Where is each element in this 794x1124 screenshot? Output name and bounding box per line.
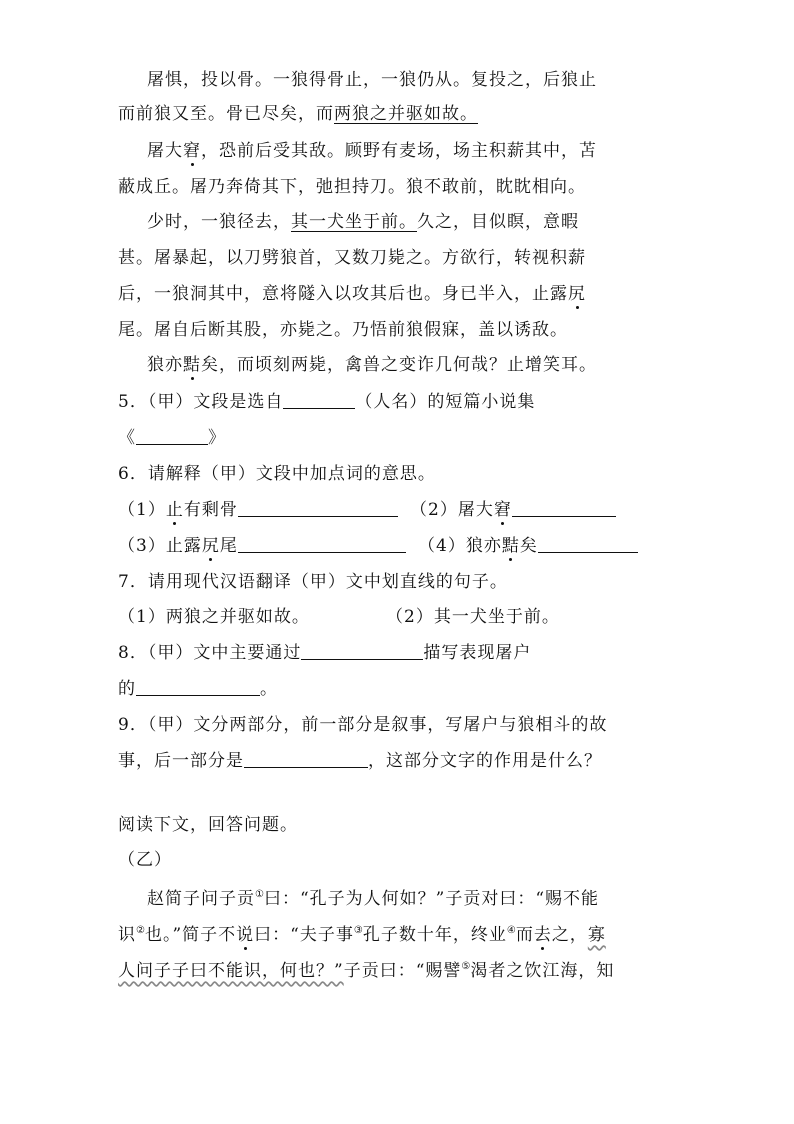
text: ，恐前后受其敌。顾野有麦场，场主积薪其中，苫	[201, 141, 597, 161]
question-5	[118, 390, 535, 414]
wavy-underlined-word: 寡	[587, 925, 606, 945]
answer-blank-6-3[interactable]	[238, 534, 406, 553]
jia-line-9	[147, 353, 597, 377]
text: （1）	[118, 500, 166, 520]
text: 矣，而顷刻两毙，禽兽之变诈几何哉？止增笑耳。	[201, 355, 597, 375]
answer-blank-9[interactable]	[244, 749, 368, 768]
text: 有剩骨	[183, 500, 238, 520]
reading-instruction: 阅读下文，回答问题。	[118, 815, 298, 835]
answer-blank-author[interactable]	[283, 390, 355, 409]
dotted-word-qu: 去	[533, 925, 552, 945]
question-7-item-1: （1）两狼之并驱如故。	[118, 607, 310, 627]
question-6: 6．请解释（甲）文段中加点词的意思。	[118, 464, 436, 484]
text: 屠大	[147, 141, 183, 161]
text: 而	[515, 925, 534, 945]
question-5-collection	[118, 426, 226, 450]
text: （人名）的短篇小说集	[355, 392, 536, 412]
answer-blank-8-1[interactable]	[301, 641, 423, 660]
text: 后，一狼洞其中，意将隧入以攻其后也。身已半入，止露	[118, 284, 568, 304]
jia-line-1: 屠惧，投以骨。一狼得骨止，一狼仍从。复投之，后狼止	[147, 70, 597, 90]
jia-line-3	[147, 139, 597, 163]
question-8-cont	[118, 677, 278, 701]
footnote-mark: ①	[255, 889, 264, 900]
dotted-word-zhi: 止	[165, 500, 184, 520]
question-9-cont	[118, 749, 602, 773]
text: 之，	[551, 925, 588, 945]
text: 渴者之饮江海，知	[470, 961, 615, 981]
text: 少时，一狼径去，	[147, 212, 291, 232]
answer-blank-6-2[interactable]	[512, 498, 616, 517]
question-9: 9．（甲）文分两部分，前一部分是叙事，写屠户与狼相斗的故	[118, 715, 608, 735]
text: 尾	[219, 536, 238, 556]
dotted-word-jiong: 窘	[183, 141, 201, 161]
jia-line-2	[118, 102, 478, 126]
text: 事，后一部分是	[118, 751, 244, 771]
question-6-item-4	[418, 534, 638, 558]
text: 赵简子问子贡	[147, 889, 255, 909]
text: 描写表现屠户	[423, 643, 532, 663]
text: 。	[260, 679, 278, 699]
dotted-word-kao: 尻	[201, 536, 220, 556]
text: （3）止露	[118, 536, 202, 556]
text: 识	[118, 925, 136, 945]
question-7: 7．请用现代汉语翻译（甲）文中划直线的句子。	[118, 572, 508, 592]
footnote-mark: ②	[136, 925, 145, 936]
text: 子贡曰：“赐譬	[343, 961, 462, 981]
yi-line-3	[118, 955, 614, 983]
underlined-sentence-2: 其一犬坐于前。	[291, 212, 417, 232]
text: 曰：“夫子事	[254, 925, 354, 945]
wavy-underlined-sentence: 人问子子曰不能识，何也？”	[118, 961, 344, 981]
footnote-mark: ③	[353, 925, 363, 936]
text: 》	[208, 428, 226, 448]
text: （4）狼亦	[418, 536, 502, 556]
question-6-item-1	[118, 498, 398, 522]
jia-line-7	[118, 282, 586, 306]
answer-blank-6-1[interactable]	[238, 498, 398, 517]
text: （2）屠大	[410, 500, 494, 520]
footnote-mark: ⑤	[461, 961, 471, 972]
text: 5．（甲）文段是选自	[118, 392, 284, 412]
answer-blank-collection[interactable]	[136, 426, 208, 445]
jia-line-2-text: 而前狼又至。骨已尽矣，而	[118, 104, 334, 124]
text: ，这部分文字的作用是什么？	[368, 751, 602, 771]
footnote-mark: ④	[506, 925, 516, 936]
jia-line-4: 蔽成丘。屠乃奔倚其下，弛担持刀。狼不敢前，眈眈相向。	[118, 177, 586, 197]
question-7-item-2: （2）其一犬坐于前。	[386, 607, 560, 627]
section-label-yi: （乙）	[118, 850, 172, 870]
jia-line-8: 尾。屠自后断其股，亦毙之。乃悟前狼假寐，盖以诱敌。	[118, 320, 568, 340]
dotted-word-jiong: 窘	[493, 500, 512, 520]
dotted-word-xia: 黠	[501, 536, 520, 556]
question-8	[118, 641, 531, 665]
text: 的	[118, 679, 136, 699]
text: 《	[118, 428, 136, 448]
answer-blank-6-4[interactable]	[538, 534, 638, 553]
dotted-word-kao: 尻	[568, 284, 586, 304]
text: 孔子数十年，终业	[362, 925, 507, 945]
yi-line-1	[147, 883, 599, 911]
jia-line-5	[147, 210, 579, 234]
text: 8．（甲）文中主要通过	[118, 643, 302, 663]
underlined-sentence-1: 两狼之并驱如故。	[334, 104, 478, 124]
text: 久之，目似瞑，意暇	[417, 212, 579, 232]
text: 曰：“孔子为人何如？”子贡对曰：“赐不能	[263, 889, 600, 909]
answer-blank-8-2[interactable]	[136, 677, 260, 696]
question-6-item-3	[118, 534, 406, 558]
text: 狼亦	[147, 355, 183, 375]
dotted-word-shuo: 说	[236, 925, 255, 945]
text: 也。”简子不	[144, 925, 237, 945]
yi-line-2	[118, 919, 606, 947]
jia-line-6: 甚。屠暴起，以刀劈狼首，又数刀毙之。方欲行，转视积薪	[118, 248, 586, 268]
text: 矣	[519, 536, 538, 556]
question-6-item-2	[410, 498, 616, 522]
dotted-word-xia: 黠	[183, 355, 201, 375]
